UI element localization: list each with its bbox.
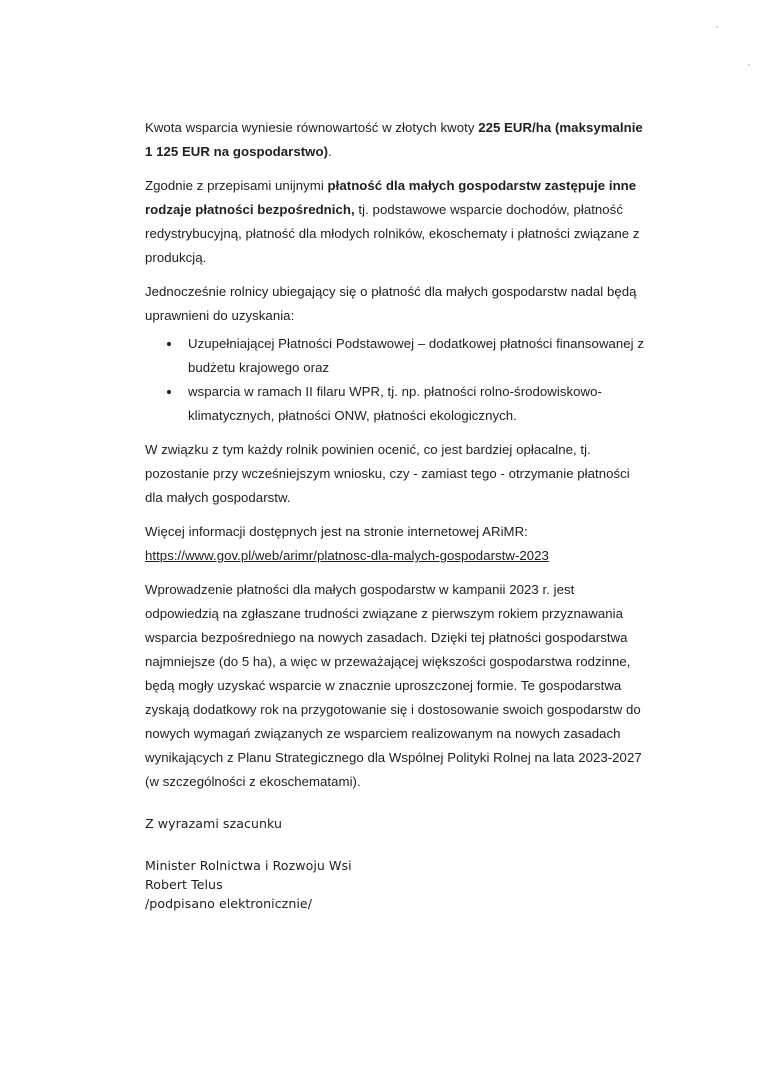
- signature-note: /podpisano elektronicznie/: [145, 896, 313, 911]
- entitlements-list: [145, 332, 650, 428]
- paragraph-assessment: W związku z tym każdy rolnik powinien ocenić, co jest bardziej opłacalne, tj. pozostanie przy wcześniejszym wniosku, czy - zamiast tego - otrzymanie płatności dla małych gospodarstw.: [145, 442, 630, 505]
- paragraph-text: Więcej informacji dostępnych jest na stronie internetowej ARiMR:: [145, 524, 528, 539]
- paragraph-text: tj. podstawowe wsparcie dochodów, płatność redystrybucyjną, płatność dla młodych rolników, ekoschematy i płatności związane z produkcją.: [145, 202, 640, 265]
- paragraph-more-info: [145, 520, 650, 568]
- bullet-icon: [167, 390, 171, 394]
- bold-replacement: płatność dla małych gospodarstw zastępuje inne rodzaje płatności bezpośrednich,: [145, 178, 637, 217]
- signatory-title: Minister Rolnictwa i Rozwoju Wsi: [145, 858, 352, 873]
- scan-speck: [748, 64, 750, 66]
- scan-speck: [716, 26, 718, 28]
- list-item: [145, 380, 650, 428]
- list-item: [145, 332, 650, 380]
- letter-body: [145, 116, 650, 913]
- signatory-name: Robert Telus: [145, 877, 223, 892]
- list-item-text: wsparcia w ramach II filaru WPR, tj. np. płatności rolno-środowiskowo-klimatycznych, płatności ONW, płatności ekologicznych.: [188, 384, 602, 423]
- paragraph-text: Kwota wsparcia wyniesie równowartość w złotych kwoty: [145, 120, 479, 135]
- list-item-text: Uzupełniającej Płatności Podstawowej – dodatkowej płatności finansowanej z budżetu krajowego oraz: [188, 336, 645, 375]
- bold-amount: 225 EUR/ha (maksymalnie 1 125 EUR na gospodarstwo): [145, 120, 643, 159]
- arimr-link[interactable]: https://www.gov.pl/web/arimr/platnosc-dla-malych-gospodarstw-2023: [145, 548, 549, 563]
- paragraph-entitlements: Jednocześnie rolnicy ubiegający się o płatność dla małych gospodarstw nadal będą uprawnieni do uzyskania:: [145, 284, 637, 323]
- signature-block: [145, 856, 650, 913]
- closing-salutation: Z wyrazami szacunku: [145, 816, 282, 831]
- paragraph-text: .: [328, 144, 332, 159]
- paragraph-text: Zgodnie z przepisami unijnymi: [145, 178, 328, 193]
- paragraph-eu-rules: [145, 174, 650, 270]
- paragraph-introduction: Wprowadzenie płatności dla małych gospodarstw w kampanii 2023 r. jest odpowiedzią na zgłaszane trudności związane z pierwszym rokiem przyznawania wsparcia bezpośredniego na nowych zasadach. Dzięki tej płatności gospodarstwa najmniejsze (do 5 ha), a więc w przeważającej większości gospodarstwa rodzinne, będą mogły uzyskać wsparcie w znacznie uproszczonej formie. Te gospodarstwa zyskają dodatkowy rok na przygotowanie się i dostosowanie swoich gospodarstw do nowych wymagań związanych ze wsparciem realizowanym na nowych zasadach wynikających z Planu Strategicznego dla Wspólnej Polityki Rolnej na lata 2023-2027 (w szczególności z ekoschematami).: [145, 582, 642, 789]
- bullet-icon: [167, 342, 171, 346]
- paragraph-support-amount: [145, 116, 650, 164]
